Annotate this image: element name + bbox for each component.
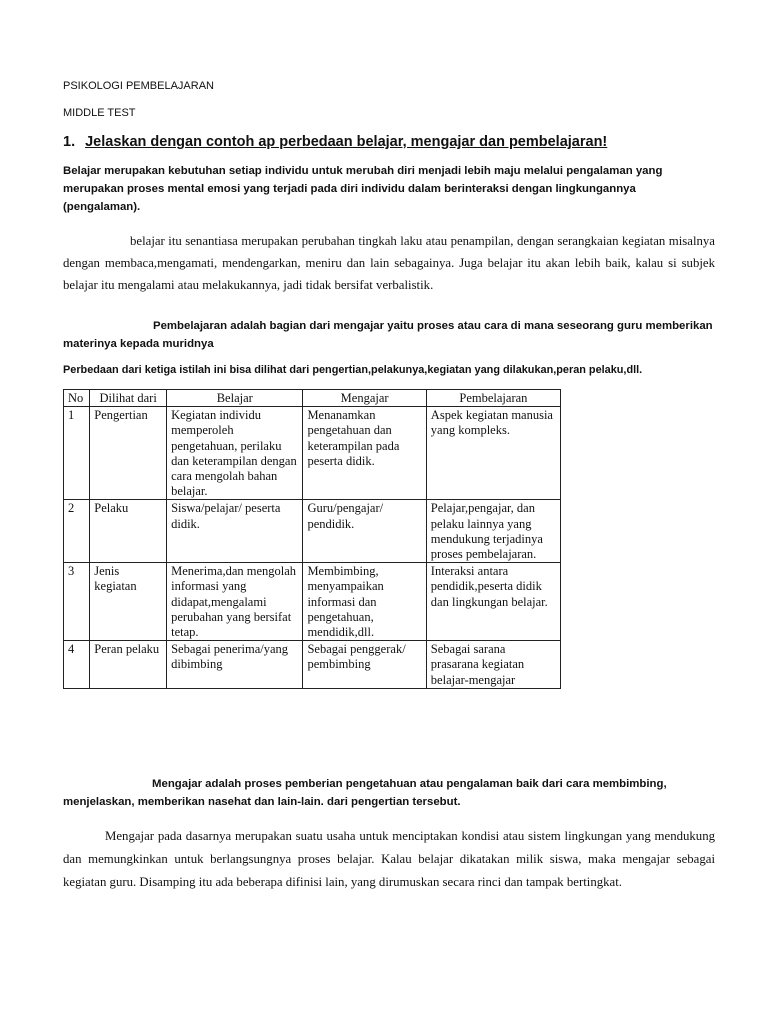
cell-aspect: Pelaku [90, 500, 167, 563]
header-belajar: Belajar [167, 390, 303, 407]
table-row [64, 407, 561, 500]
question-heading [63, 134, 607, 150]
cell-no: 2 [64, 500, 90, 563]
cell-belajar: Kegiatan individu memperoleh pengetahuan, perilaku dan keterampilan dengan cara mengolah bahan belajar. [167, 407, 303, 500]
comparison-table [63, 389, 561, 689]
mengajar-paragraph: Mengajar pada dasarnya merupakan suatu usaha untuk menciptakan kondisi atau sistem lingkungan yang mendukung dan memungkinkan untuk berlangsungnya proses belajar. Kalau belajar dikatakan milik siswa, maka mengajar sebagai kegiatan guru. Disamping itu ada beberapa difinisi lain, yang dirumuskan secara rinci dan tampak bertingkat. [63, 829, 715, 889]
header-no: No [64, 390, 90, 407]
table-row [64, 641, 561, 689]
header-mengajar: Mengajar [303, 390, 426, 407]
pembelajaran-definition: Pembelajaran adalah bagian dari mengajar yaitu proses atau cara di mana seseorang guru memberikan materinya kepada muridnya [63, 320, 713, 350]
course-title: PSIKOLOGI PEMBELAJARAN [63, 80, 214, 92]
cell-mengajar: Menanamkan pengetahuan dan keterampilan pada peserta didik. [303, 407, 426, 500]
table-header-row [64, 390, 561, 407]
cell-belajar: Menerima,dan mengolah informasi yang didapat,mengalami perubahan yang bersifat tetap. [167, 563, 303, 641]
cell-no: 4 [64, 641, 90, 689]
cell-belajar: Sebagai penerima/yang dibimbing [167, 641, 303, 689]
perbedaan-intro: Perbedaan dari ketiga istilah ini bisa dilihat dari pengertian,pelakunya,kegiatan yang dilakukan,peran pelaku,dll. [63, 364, 643, 376]
cell-aspect: Pengertian [90, 407, 167, 500]
table-row [64, 500, 561, 563]
cell-belajar: Siswa/pelajar/ peserta didik. [167, 500, 303, 563]
belajar-paragraph: belajar itu senantiasa merupakan perubahan tingkah laku atau penampilan, dengan serangkaian kegiatan misalnya dengan membaca,mengamati, mendengarkan, meniru dan lain sebagainya. Juga belajar itu akan lebih baik, kalau si subjek belajar itu mengalami atau melakukannya, jadi tidak bersifat verbalistik. [63, 234, 715, 292]
cell-pembelajaran: Interaksi antara pendidik,peserta didik dan lingkungan belajar. [426, 563, 560, 641]
cell-pembelajaran: Aspek kegiatan manusia yang kompleks. [426, 407, 560, 500]
cell-mengajar: Guru/pengajar/ pendidik. [303, 500, 426, 563]
cell-no: 1 [64, 407, 90, 500]
cell-aspect: Jenis kegiatan [90, 563, 167, 641]
table-row [64, 563, 561, 641]
cell-no: 3 [64, 563, 90, 641]
question-number: 1. [63, 134, 76, 150]
test-title: MIDDLE TEST [63, 107, 136, 119]
header-dilihat: Dilihat dari [90, 390, 167, 407]
header-pembelajaran: Pembelajaran [426, 390, 560, 407]
cell-mengajar: Sebagai penggerak/ pembimbing [303, 641, 426, 689]
cell-pembelajaran: Pelajar,pengajar, dan pelaku lainnya yang mendukung terjadinya proses pembelajaran. [426, 500, 560, 563]
cell-pembelajaran: Sebagai sarana prasarana kegiatan belajar-mengajar [426, 641, 560, 689]
mengajar-definition: Mengajar adalah proses pemberian pengetahuan atau pengalaman baik dari cara membimbing, menjelaskan, memberikan nasehat dan lain-lain. dari pengertian tersebut. [63, 778, 667, 808]
question-text: Jelaskan dengan contoh ap perbedaan belajar, mengajar dan pembelajaran! [85, 134, 608, 150]
cell-mengajar: Membimbing, menyampaikan informasi dan pengetahuan, mendidik,dll. [303, 563, 426, 641]
cell-aspect: Peran pelaku [90, 641, 167, 689]
belajar-definition: Belajar merupakan kebutuhan setiap individu untuk merubah diri menjadi lebih maju melalui pengalaman yang merupakan proses mental emosi yang terjadi pada diri individu dalam berinteraksi dengan lingkungannya (pengalaman). [63, 165, 663, 213]
